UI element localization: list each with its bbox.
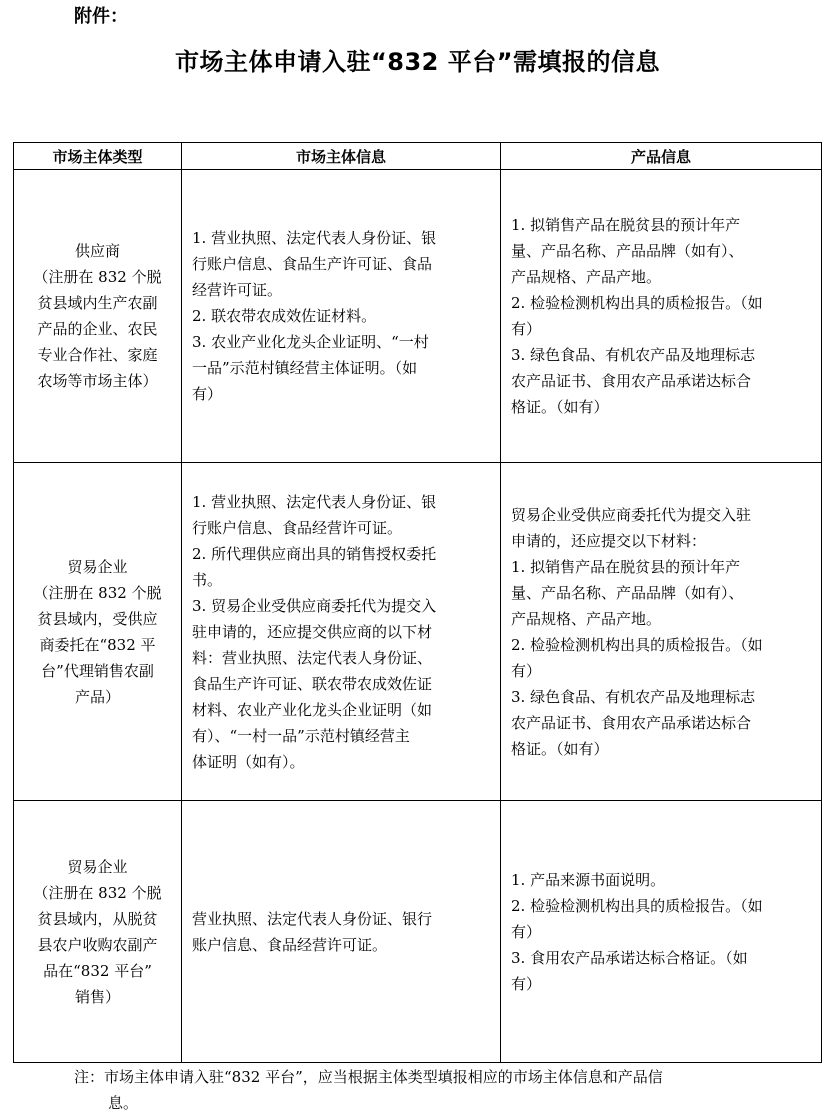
cell-text-line: 农产品证书、食用农产品承诺达标合 [511,372,752,390]
cell-text-line: 1. 营业执照、法定代表人身份证、银 [192,492,437,511]
cell-market-entity-info [182,801,501,1063]
column-header-entity-info: 市场主体信息 [182,143,501,170]
cell-text-line: （注册在 832 个脱 [33,583,162,602]
table-row [14,170,822,463]
cell-text-line: 行账户信息、食品经营许可证。 [192,518,403,537]
cell-product-info [501,463,822,801]
cell-text-line: 3. 绿色食品、有机农产品及地理标志 [511,687,756,706]
cell-text-line: 3. 农业产业化龙头企业证明、“一村 [192,333,429,351]
cell-product-info [501,801,822,1063]
cell-text-line: 销售） [74,987,120,1006]
cell-text-line: 1. 营业执照、法定代表人身份证、银 [192,229,437,247]
cell-text-line: （注册在 832 个脱 [33,883,162,902]
footnote-line: 息。 [108,1094,139,1112]
cell-text-line: 3. 食用农产品承诺达标合格证。（如 [511,948,748,967]
cell-text-line: 2. 联农带农成效佐证材料。 [192,307,377,325]
cell-text-line: 供应商 [74,242,120,260]
cell-text-line: 格证。（如有） [511,739,609,758]
cell-text-line: 行账户信息、食品生产许可证、食品 [192,255,433,273]
cell-text-line: 贫县域内，受供应 [37,609,158,628]
footnote [74,1064,774,1116]
cell-text-line: 食品生产许可证、联农带农成效佐证 [192,674,433,693]
cell-text-line: 账户信息、食品经营许可证。 [192,935,388,954]
cell-text-line: 体证明（如有）。 [192,752,305,771]
cell-text-line: 产品的企业、农民 [37,320,158,338]
document-title: 市场主体申请入驻“832 平台”需填报的信息 [175,48,660,76]
cell-text-line: 专业合作社、家庭 [37,346,158,364]
cell-market-entity-type [14,463,182,801]
cell-text-line: 2. 检验检测机构出具的质检报告。（如 [511,896,763,915]
cell-text-line: 材料、农业产业化龙头企业证明（如 [192,700,433,719]
cell-text-line: 有） [192,385,223,403]
cell-text-line: 产品规格、产品产地。 [511,609,662,628]
cell-text-line: 县农户收购农副产 [37,935,158,954]
footnote-line: 注：市场主体申请入驻“832 平台”，应当根据主体类型填报相应的市场主体信息和产品信 [74,1068,663,1086]
cell-text-line: 贸易企业受供应商委托代为提交入驻 [511,505,752,524]
cell-text-line: 量、产品名称、产品品牌（如有）、 [511,242,744,260]
cell-text-line: 2. 检验检测机构出具的质检报告。（如 [511,294,763,312]
column-header-type: 市场主体类型 [14,143,182,170]
cell-text-line: 书。 [192,570,223,589]
cell-text-line: 1. 拟销售产品在脱贫县的预计年产 [511,557,741,576]
cell-text-line: 有）、“一村一品”示范村镇经营主 [192,726,410,745]
cell-text-line: 料：营业执照、法定代表人身份证、 [192,648,433,667]
cell-text-line: 农产品证书、食用农产品承诺达标合 [511,713,752,732]
cell-text-line: 营业执照、法定代表人身份证、银行 [192,909,433,928]
column-header-product-info: 产品信息 [501,143,822,170]
attachment-label: 附件： [74,6,128,27]
cell-text-line: （注册在 832 个脱 [33,268,162,286]
cell-text-line: 有） [511,661,542,680]
cell-text-line: 经营许可证。 [192,281,283,299]
cell-text-line: 3. 贸易企业受供应商委托代为提交入 [192,596,437,615]
cell-text-line: 产品） [74,687,120,706]
cell-text-line: 台”代理销售农副 [41,661,154,680]
cell-text-line: 有） [511,974,542,993]
cell-market-entity-info [182,463,501,801]
cell-text-line: 量、产品名称、产品品牌（如有）、 [511,583,744,602]
cell-text-line: 产品规格、产品产地。 [511,268,662,286]
table-row [14,463,822,801]
cell-product-info [501,170,822,463]
cell-text-line: 1. 拟销售产品在脱贫县的预计年产 [511,216,741,234]
cell-text-line: 有） [511,922,542,941]
table-header-row [14,143,822,170]
cell-text-line: 申请的，还应提交以下材料： [511,531,707,550]
cell-text-line: 商委托在“832 平 [39,635,156,654]
cell-market-entity-info [182,170,501,463]
cell-text-line: 2. 所代理供应商出具的销售授权委托 [192,544,437,563]
cell-market-entity-type [14,170,182,463]
table-row [14,801,822,1063]
cell-text-line: 1. 产品来源书面说明。 [511,870,666,889]
cell-text-line: 2. 检验检测机构出具的质检报告。（如 [511,635,763,654]
cell-text-line: 贸易企业 [67,557,128,576]
cell-text-line: 贫县域内生产农副 [37,294,158,312]
cell-text-line: 农场等市场主体） [37,372,158,390]
cell-market-entity-type [14,801,182,1063]
cell-text-line: 有） [511,320,542,338]
cell-text-line: 贸易企业 [67,857,128,876]
cell-text-line: 品在“832 平台” [43,961,152,980]
cell-text-line: 格证。（如有） [511,398,609,416]
cell-text-line: 一品”示范村镇经营主体证明。（如 [192,359,418,377]
info-table [13,142,822,1063]
cell-text-line: 贫县域内，从脱贫 [37,909,158,928]
cell-text-line: 3. 绿色食品、有机农产品及地理标志 [511,346,756,364]
cell-text-line: 驻申请的，还应提交供应商的以下材 [192,622,433,641]
